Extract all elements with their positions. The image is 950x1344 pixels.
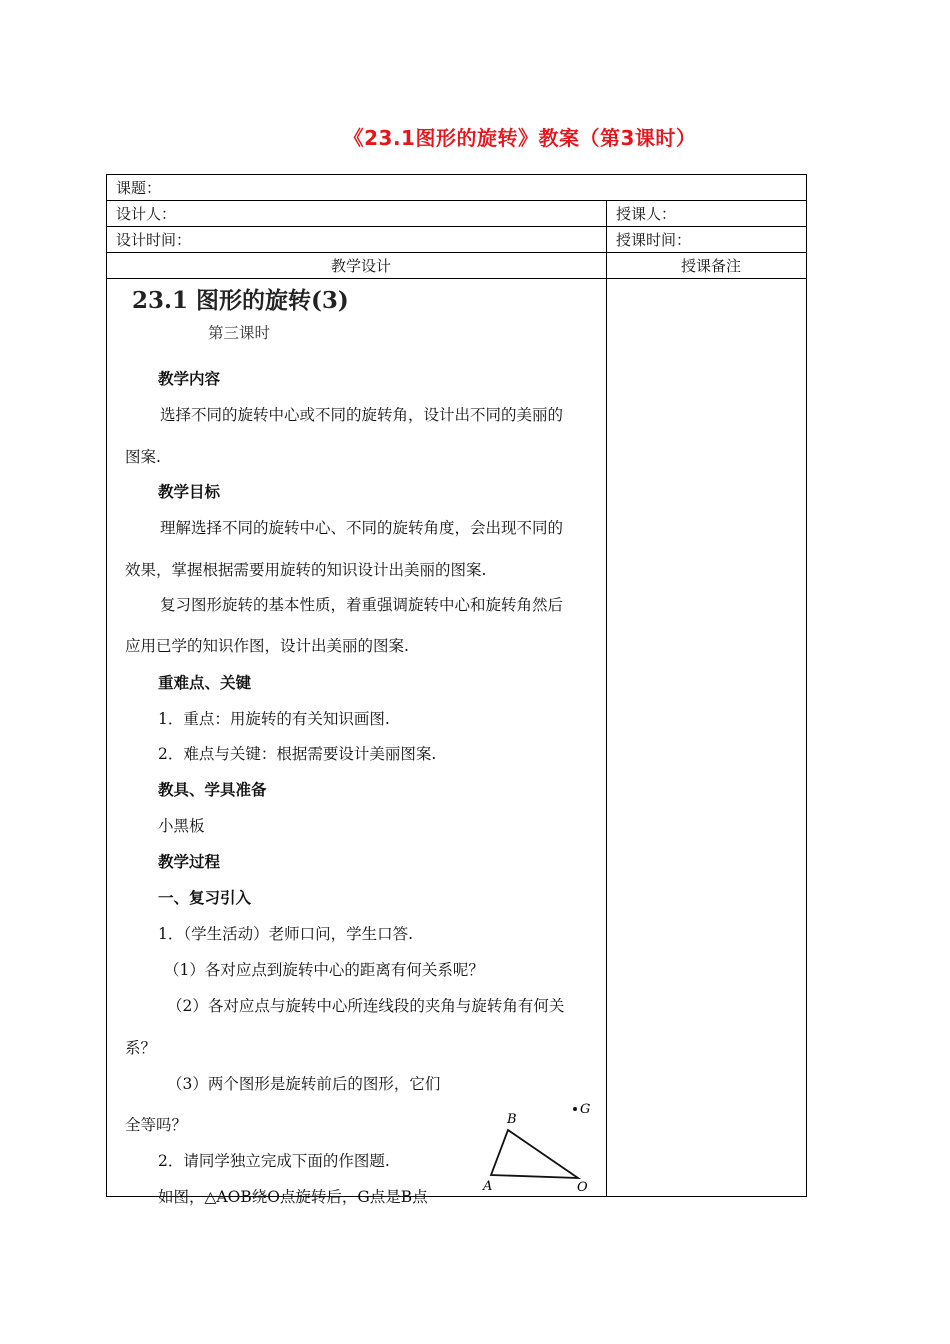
triangle-aob xyxy=(491,1130,578,1178)
paragraph-line: 图案. xyxy=(125,448,161,466)
paragraph-line: 复习图形旋转的基本性质，着重强调旋转中心和旋转角然后 xyxy=(160,596,564,614)
teaching-notes-header: 授课备注 xyxy=(607,253,807,279)
designer-cell: 设计人： xyxy=(107,201,607,227)
teaching-design-header: 教学设计 xyxy=(107,253,607,279)
paragraph-line: （1）各对应点到旋转中心的距离有何关系呢？ xyxy=(164,961,484,979)
label-o: O xyxy=(577,1180,588,1192)
lecturer-cell: 授课人： xyxy=(607,201,807,227)
lecture-time-cell: 授课时间： xyxy=(607,227,807,253)
label-teaching-aids: 教具、学具准备 xyxy=(158,781,267,799)
document-title: 《23.1图形的旋转》教案（第3课时） xyxy=(343,126,697,150)
topic-cell: 课题： xyxy=(107,175,807,201)
paragraph-line: 2．请同学独立完成下面的作图题. xyxy=(158,1152,390,1170)
label-key-points: 重难点、关键 xyxy=(158,674,252,692)
triangle-aob-figure xyxy=(476,1087,616,1192)
paragraph-line: 系？ xyxy=(125,1039,157,1057)
section-heading: 23.1 图形的旋转(3) xyxy=(132,287,349,314)
teaching-design-body xyxy=(107,279,607,1206)
label-review-intro: 一、复习引入 xyxy=(158,889,252,907)
lesson-plan-table xyxy=(106,174,807,1206)
paragraph-line: 小黑板 xyxy=(158,817,205,835)
paragraph-line: 应用已学的知识作图，设计出美丽的图案. xyxy=(125,637,409,655)
paragraph-line: 2．难点与关键：根据需要设计美丽图案. xyxy=(158,745,437,763)
point-g xyxy=(573,1107,577,1111)
section-subheading: 第三课时 xyxy=(208,324,271,342)
paragraph-line: 理解选择不同的旋转中心、不同的旋转角度，会出现不同的 xyxy=(160,519,564,537)
paragraph-line: （3）两个图形是旋转前后的图形，它们 xyxy=(167,1075,441,1093)
label-teaching-content: 教学内容 xyxy=(158,370,221,388)
paragraph-line: 选择不同的旋转中心或不同的旋转角，设计出不同的美丽的 xyxy=(160,406,564,424)
paragraph-line: 1．重点：用旋转的有关知识画图. xyxy=(158,710,390,728)
paragraph-line: 效果，掌握根据需要用旋转的知识设计出美丽的图案. xyxy=(125,561,487,579)
label-teaching-goals: 教学目标 xyxy=(158,483,221,501)
paragraph-line: 全等吗？ xyxy=(125,1116,188,1134)
label-a: A xyxy=(483,1179,493,1192)
label-g: G xyxy=(580,1102,591,1117)
label-b: B xyxy=(507,1112,517,1127)
paragraph-line: 1．（学生活动）老师口问，学生口答. xyxy=(158,925,414,943)
teaching-notes-body xyxy=(607,279,807,1197)
paragraph-line: （2）各对应点与旋转中心所连线段的夹角与旋转角有何关 xyxy=(167,997,565,1015)
design-time-cell: 设计时间： xyxy=(107,227,607,253)
label-teaching-process: 教学过程 xyxy=(158,853,221,871)
paragraph-line: 如图，△AOB绕O点旋转后，G点是B点 xyxy=(158,1188,428,1206)
